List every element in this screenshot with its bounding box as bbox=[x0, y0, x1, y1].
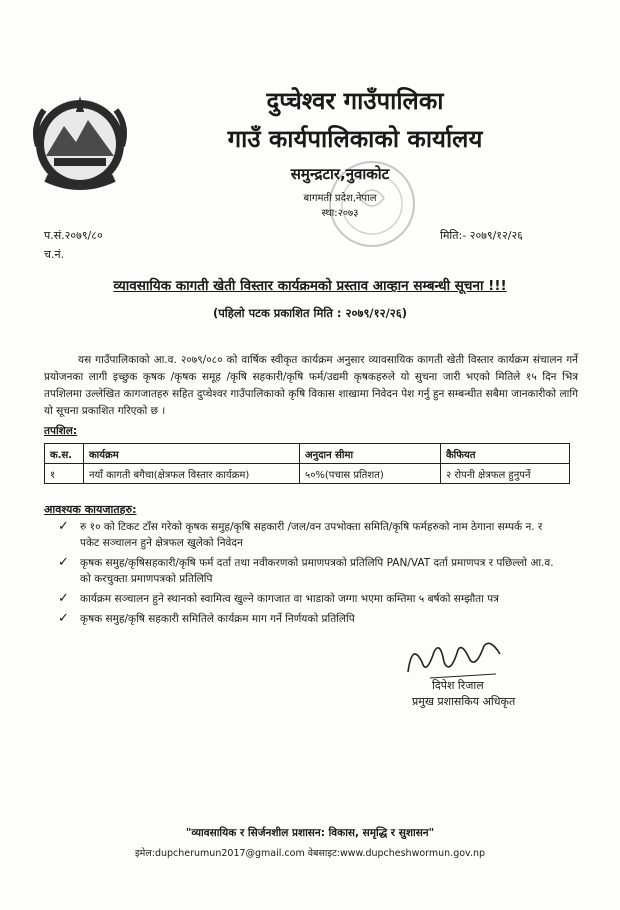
notice-body: यस गाउँपालिकाको आ.व. २०७९/०८० को वार्षिक स्वीकृत कार्यक्रम अनुसार व्यावसायिक कागती खेती विस्तार कार्यक्रम संचालन गर्ने प्रयोजनका लागी इच्छुक कृषक /कृषक समूह /कृषि सहकारी/कृषि फर्म/उद्यमी कृषकहरुले यो सुचना जारी भएको मितिले १५ दिन भित्र तपशिलमा उल्लेखित कागजातहरु सहित दुप्चेश्वर गाउँपालिकाको कृषि विकास शाखामा निवेदन पेश गर्नु हुन सम्बन्धीत सबैमा जानकारीको लागि यो सूचना प्रकाशित गरिएको छ । bbox=[44, 354, 578, 417]
list-item bbox=[58, 519, 558, 551]
cell-sn: १ bbox=[45, 464, 84, 484]
checkmark-icon: ✓ bbox=[58, 519, 69, 534]
municipality-name: दुप्चेश्वर गाउँपालिका bbox=[266, 87, 444, 115]
checkmark-icon: ✓ bbox=[58, 611, 69, 626]
reference-number: प.सं.२०७९/८० bbox=[44, 229, 103, 242]
office-province: बागमती प्रदेश,नेपाल bbox=[303, 193, 377, 204]
requirement-text: कृषक समुह/कृषि सहकारी समितिले कार्यक्रम माग गर्ने निर्णयको प्रतिलिपि bbox=[80, 613, 355, 625]
notice-date: मिति:- २०७९/१२/२६ bbox=[440, 229, 523, 242]
checkmark-icon: ✓ bbox=[58, 555, 69, 570]
requirement-text: कार्यक्रम सञ्चालन हुने स्थानको स्वामित्व खुल्ने कागजात वा भाडाको जग्गा भएमा कम्तिमा ५ बर्षको सम्झौता पत्र bbox=[80, 593, 499, 605]
cell-program: नयाँ कागती बगैचा(क्षेत्रफल विस्तार कार्यक्रम) bbox=[84, 464, 300, 484]
requirements-list bbox=[58, 519, 558, 631]
footer-contact: इमेल:dupcherumun2017@gmail.com वेबसाइट:www.dupcheshwormun.gov.np bbox=[134, 848, 486, 859]
handwritten-signature bbox=[400, 632, 510, 684]
cell-grant-limit: ५०%(पचास प्रतिशत) bbox=[300, 464, 441, 484]
table-header-row bbox=[45, 444, 570, 464]
col-header-program: कार्यक्रम bbox=[84, 444, 300, 464]
established-year: स्था:२०७३ bbox=[321, 208, 359, 219]
col-header-sn: क.स. bbox=[45, 444, 84, 464]
program-table bbox=[44, 443, 570, 484]
signatory-name: दिपेश रिजाल bbox=[432, 679, 484, 692]
notice-subtitle: (पहिलो पटक प्रकाशित मिति : २०७९/१२/२६) bbox=[212, 306, 408, 320]
notice-title-text: व्यावसायिक कागती खेती विस्तार कार्यक्रमको प्रस्ताव आव्हान सम्बन्धी सूचना !!! bbox=[113, 278, 507, 294]
col-header-remarks: कैफियत bbox=[441, 444, 570, 464]
checkmark-icon: ✓ bbox=[58, 591, 69, 606]
details-label: तपशिल: bbox=[44, 425, 78, 437]
cell-remarks: २ रोपनी क्षेत्रफल हुनुपर्ने bbox=[441, 464, 570, 484]
chalan-number: च.नं. bbox=[44, 248, 65, 261]
office-place: समुन्द्रटार,नुवाकोट bbox=[290, 165, 390, 183]
notice-title bbox=[0, 276, 620, 294]
list-item bbox=[58, 591, 558, 607]
list-item bbox=[58, 611, 558, 627]
requirement-text: रु १० को टिकट टाँस गरेको कृषक समुह/कृषि सहकारी /जल/वन उपभोक्ता समिति/कृषि फर्महरुको नाम ठेगाना सम्पर्क न. र पकेट सञ्चालन हुने क्षेत्रफल खुलेको निवेदन bbox=[80, 521, 543, 549]
col-header-grant-limit: अनुदान सीमा bbox=[300, 444, 441, 464]
list-item bbox=[58, 555, 558, 587]
signatory-title: प्रमुख प्रशासकिय अधिकृत bbox=[412, 695, 516, 708]
office-name: गाउँ कार्यपालिकाको कार्यालय bbox=[227, 125, 483, 153]
requirement-text: कृषक समुह/कृषिसहकारी/कृषि फर्म दर्ता तथा नवीकरणको प्रमाणपत्रको प्रतिलिपि PAN/VAT दर्ता प्रमाणपत्र र पछिल्लो आ.व. को करचुक्ता प्रमाणपत्रको प्रतिलिपि bbox=[80, 557, 554, 585]
requirements-title: आवश्यक कायजातहरु: bbox=[44, 503, 137, 516]
table-row bbox=[45, 464, 570, 484]
footer-slogan: "व्यावसायिक र सिर्जनशील प्रशासन: विकास, समृद्धि र सुशासन" bbox=[185, 827, 435, 839]
